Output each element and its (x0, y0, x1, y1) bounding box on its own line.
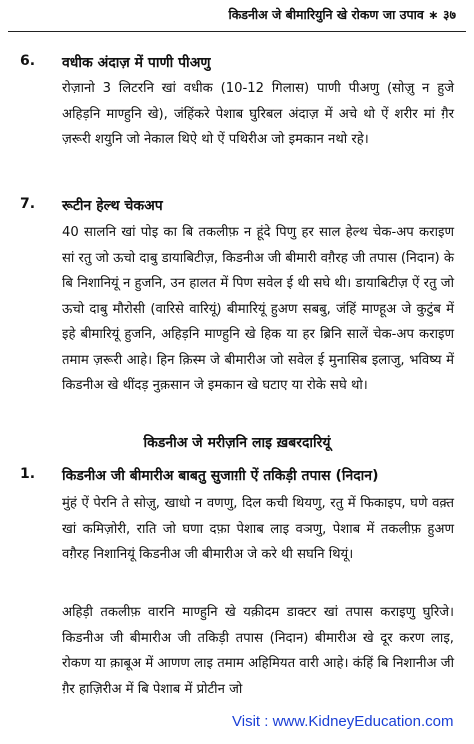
section-number: 7. (20, 196, 36, 212)
section-title: वधीक अंदाज़ में पाणी पीअणु (62, 55, 211, 71)
section-paragraph: रोज़ानो 3 लिटरनि खां वधीक (10-12 गिलास) पाणी पीअणु (सोज़ु न हुजे अहिड़नि माण्हुनि खे), जंहिंकरे पेशाब घुरिबल अंदाज़ में अचे थो ऐं शरीर मां ग़ैर ज़रूरी शयुनि जो नेकाल थिऐ थो ऐं पथिरीअ जो इमकान नथो रहे। (62, 81, 454, 147)
section-paragraph: 40 सालनि खां पोइ का बि तकलीफ़ न हूंदे पिणु हर साल हेल्थ चेक-अप कराइण सां रतु जो ऊचो दाबु डायाबिटीज़, किडनीअ जी बीमारी वग़ैरह जी तपास (निदान) के बि निशानियूं न हुजनि, उन हालत में पिण सवेल ई थी सघे थी। डायाबिटीज़ ऐं रतु जो ऊचो दाबु मौरोसी (वारिसे वारियूं) बीमारियूं हुअण सबबु, जंहिं माण्हूअ जे कुटुंब में इहे बीमारियूं हुजनि, अहिड़नि माण्हुनि खे हिक या हर ब्रिनि सालें चेक-अप कराइण तमाम ज़रूरी आहे। हिन क़िस्म जे बीमारीअ जो सवेल ई मुनासिब इलाजु, भविष्य में किडनीअ खे थींदड़ नुक़सान जे इमकान खे घटाए या रोके सघे थो। (62, 225, 454, 393)
section-title: रूटीन हेल्थ चेकअप (62, 198, 163, 214)
subheading: किडनीअ जे मरीज़नि लाइ ख़बरदारियूं (143, 435, 331, 451)
section-paragraph: मुंहं ऐं पेरनि ते सोज़ु, खाधो न वणणु, दिल कची थियणु, रतु में फिकाइप, घणे वक़्त खां कमिज़ोरी, राति जो घणा दफ़ा पेशाब लाइ वञणु, पेशाब में तकलीफ़ हुअण वग़ैरह निशानियूं किडनीअ जी बीमारीअ जे करे थी सघनि थियूं। (62, 496, 454, 562)
section-title: किडनीअ जी बीमारीअ बाबतु सुजाग़ी ऐं तकिड़ी तपास (निदान) (62, 468, 379, 484)
footer-link[interactable]: Visit : www.KidneyEducation.com (232, 713, 454, 730)
section-paragraph: अहिड़ी तकलीफ़ वारनि माण्हुनि खे यक़ीदम डाक्टर खां तपास कराइणु घुरिजे। किडनीअ जी बीमारीअ जी तकिड़ी तपास (निदान) बीमारीअ खे दूर करण लाइ, रोकण या क़ाबूअ में आणण लाइ तमाम अहिमियत वारी आहे। कंहिं बि निशानीअ जी ग़ैर हाज़िरीअ में बि पेशाब में प्रोटीन जो (62, 605, 454, 697)
running-header: किडनीअ जे बीमारियुनि खे रोकण जा उपाव ∗ ३७ (228, 7, 456, 22)
section-number: 1. (20, 466, 36, 482)
header-rule (8, 31, 466, 32)
section-number: 6. (20, 53, 36, 69)
